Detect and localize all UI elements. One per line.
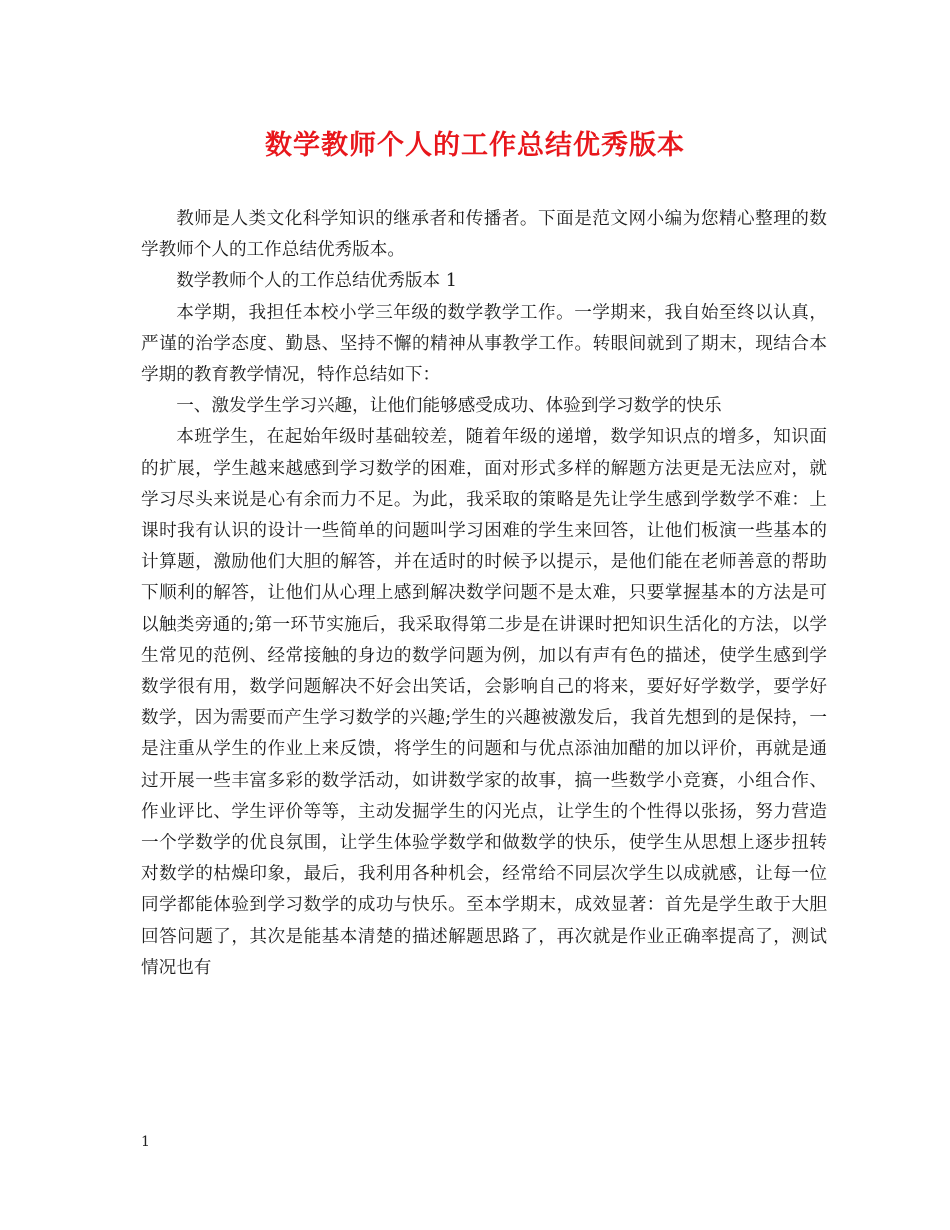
intro-paragraph: 教师是人类文化科学知识的继承者和传播者。下面是范文网小编为您精心整理的数学教师个人的工作总结优秀版本。 <box>141 209 827 261</box>
body-paragraph: 本学期，我担任本校小学三年级的数学教学工作。一学期来，我自始至终以认真，严谨的治学态度、勤恳、坚持不懈的精神从事教学工作。转眼间就到了期末，现结合本学期的教育教学情况，特作总结如下： <box>141 302 827 386</box>
section-heading: 数学教师个人的工作总结优秀版本 1 <box>176 271 457 292</box>
body-paragraph: 本班学生，在起始年级时基础较差，随着年级的递增，数学知识点的增多，知识面的扩展，学生越来越感到学习数学的困难，面对形式多样的解题方法更是无法应对，就学习尽头来说是心有余而力不足。为此，我采取的策略是先让学生感到学数学不难：上课时我有认识的设计一些简单的问题叫学习困难的学生来回答，让他们板演一些基本的计算题，激励他们大胆的解答，并在适时的时候予以提示，是他们能在老师善意的帮助下顺利的解答，让他们从心理上感到解决数学问题不是太难，只要掌握基本的方法是可以触类旁通的;第一环节实施后，我采取得第二步是在讲课时把知识生活化的方法，以学生常见的范例、经常接触的身边的数学问题为例，加以有声有色的描述，使学生感到学数学很有用，数学问题解决不好会出笑话，会影响自己的将来，要好好学数学，要学好数学，因为需要而产生学习数学的兴趣;学生的兴趣被激发后，我首先想到的是保持，一是注重从学生的作业上来反馈，将学生的问题和与优点添油加醋的加以评价，再就是通过开展一些丰富多彩的数学活动，如讲数学家的故事，搞一些数学小竞赛，小组合作、作业评比、学生评价等等，主动发掘学生的闪光点，让学生的个性得以张扬，努力营造一个学数学的优良氛围，让学生体验学数学和做数学的快乐，使学生从思想上逐步扭转对数学的枯燥印象，最后，我利用各种机会，经常给不同层次学生以成就感，让每一位同学都能体验到学习数学的成功与快乐。至本学期末，成效显著：首先是学生敢于大胆回答问题了，其次是能基本清楚的描述解题思路了，再次就是作业正确率提高了，测试情况也有 <box>141 427 827 978</box>
page-number: 1 <box>141 1134 150 1150</box>
subsection-heading: 一、激发学生学习兴趣，让他们能够感受成功、体验到学习数学的快乐 <box>176 396 722 417</box>
document-title: 数学教师个人的工作总结优秀版本 <box>265 130 685 161</box>
document-body <box>141 204 827 984</box>
